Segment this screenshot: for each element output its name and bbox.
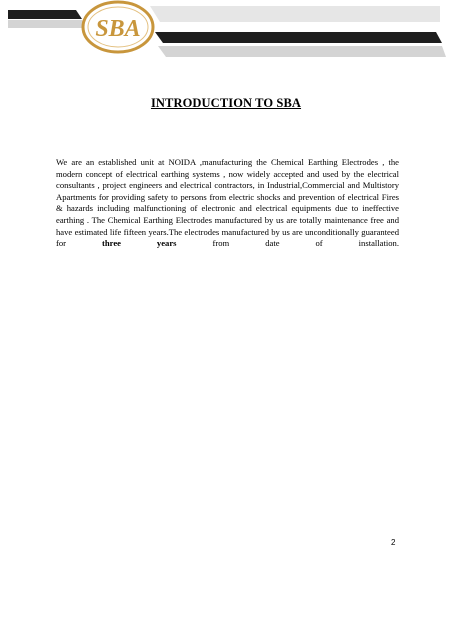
header-bar-right-light [150,6,440,22]
letterhead-header [0,0,452,62]
letterhead-graphic [0,0,452,62]
header-bar-left-light [8,20,88,28]
page-number: 2 [391,538,396,547]
header-bar-right-dark [155,32,442,43]
intro-paragraph [56,157,399,250]
document-title: INTRODUCTION TO SBA [150,96,302,110]
logo-text: SBA [95,16,141,42]
intro-text-part2: from date of installation. [176,238,399,249]
intro-text-part1: We are an established unit at NOIDA ,manufacturing the Chemical Earthing Electrodes , the modern concept of electrical earthing systems , now widely accepted and used by the electrical consultants , project engineers and electrical contractors, in Industrial,Commercial and Multistory Apartments for providing safety to persons from electric shocks and prevention of electrical Fires & hazards including malfunctioning of electronic and electrical equipments due to ineffective earthing . The Chemical Earthing Electrodes manufactured by us are totally maintenance free and have estimated life fifteen years.The electrodes manufactured by us are unconditionally guaranteed for [56,157,399,249]
intro-text-bold: three years [102,238,177,249]
header-bar-right-lower-light [158,46,446,57]
header-bar-left-dark [8,10,82,19]
